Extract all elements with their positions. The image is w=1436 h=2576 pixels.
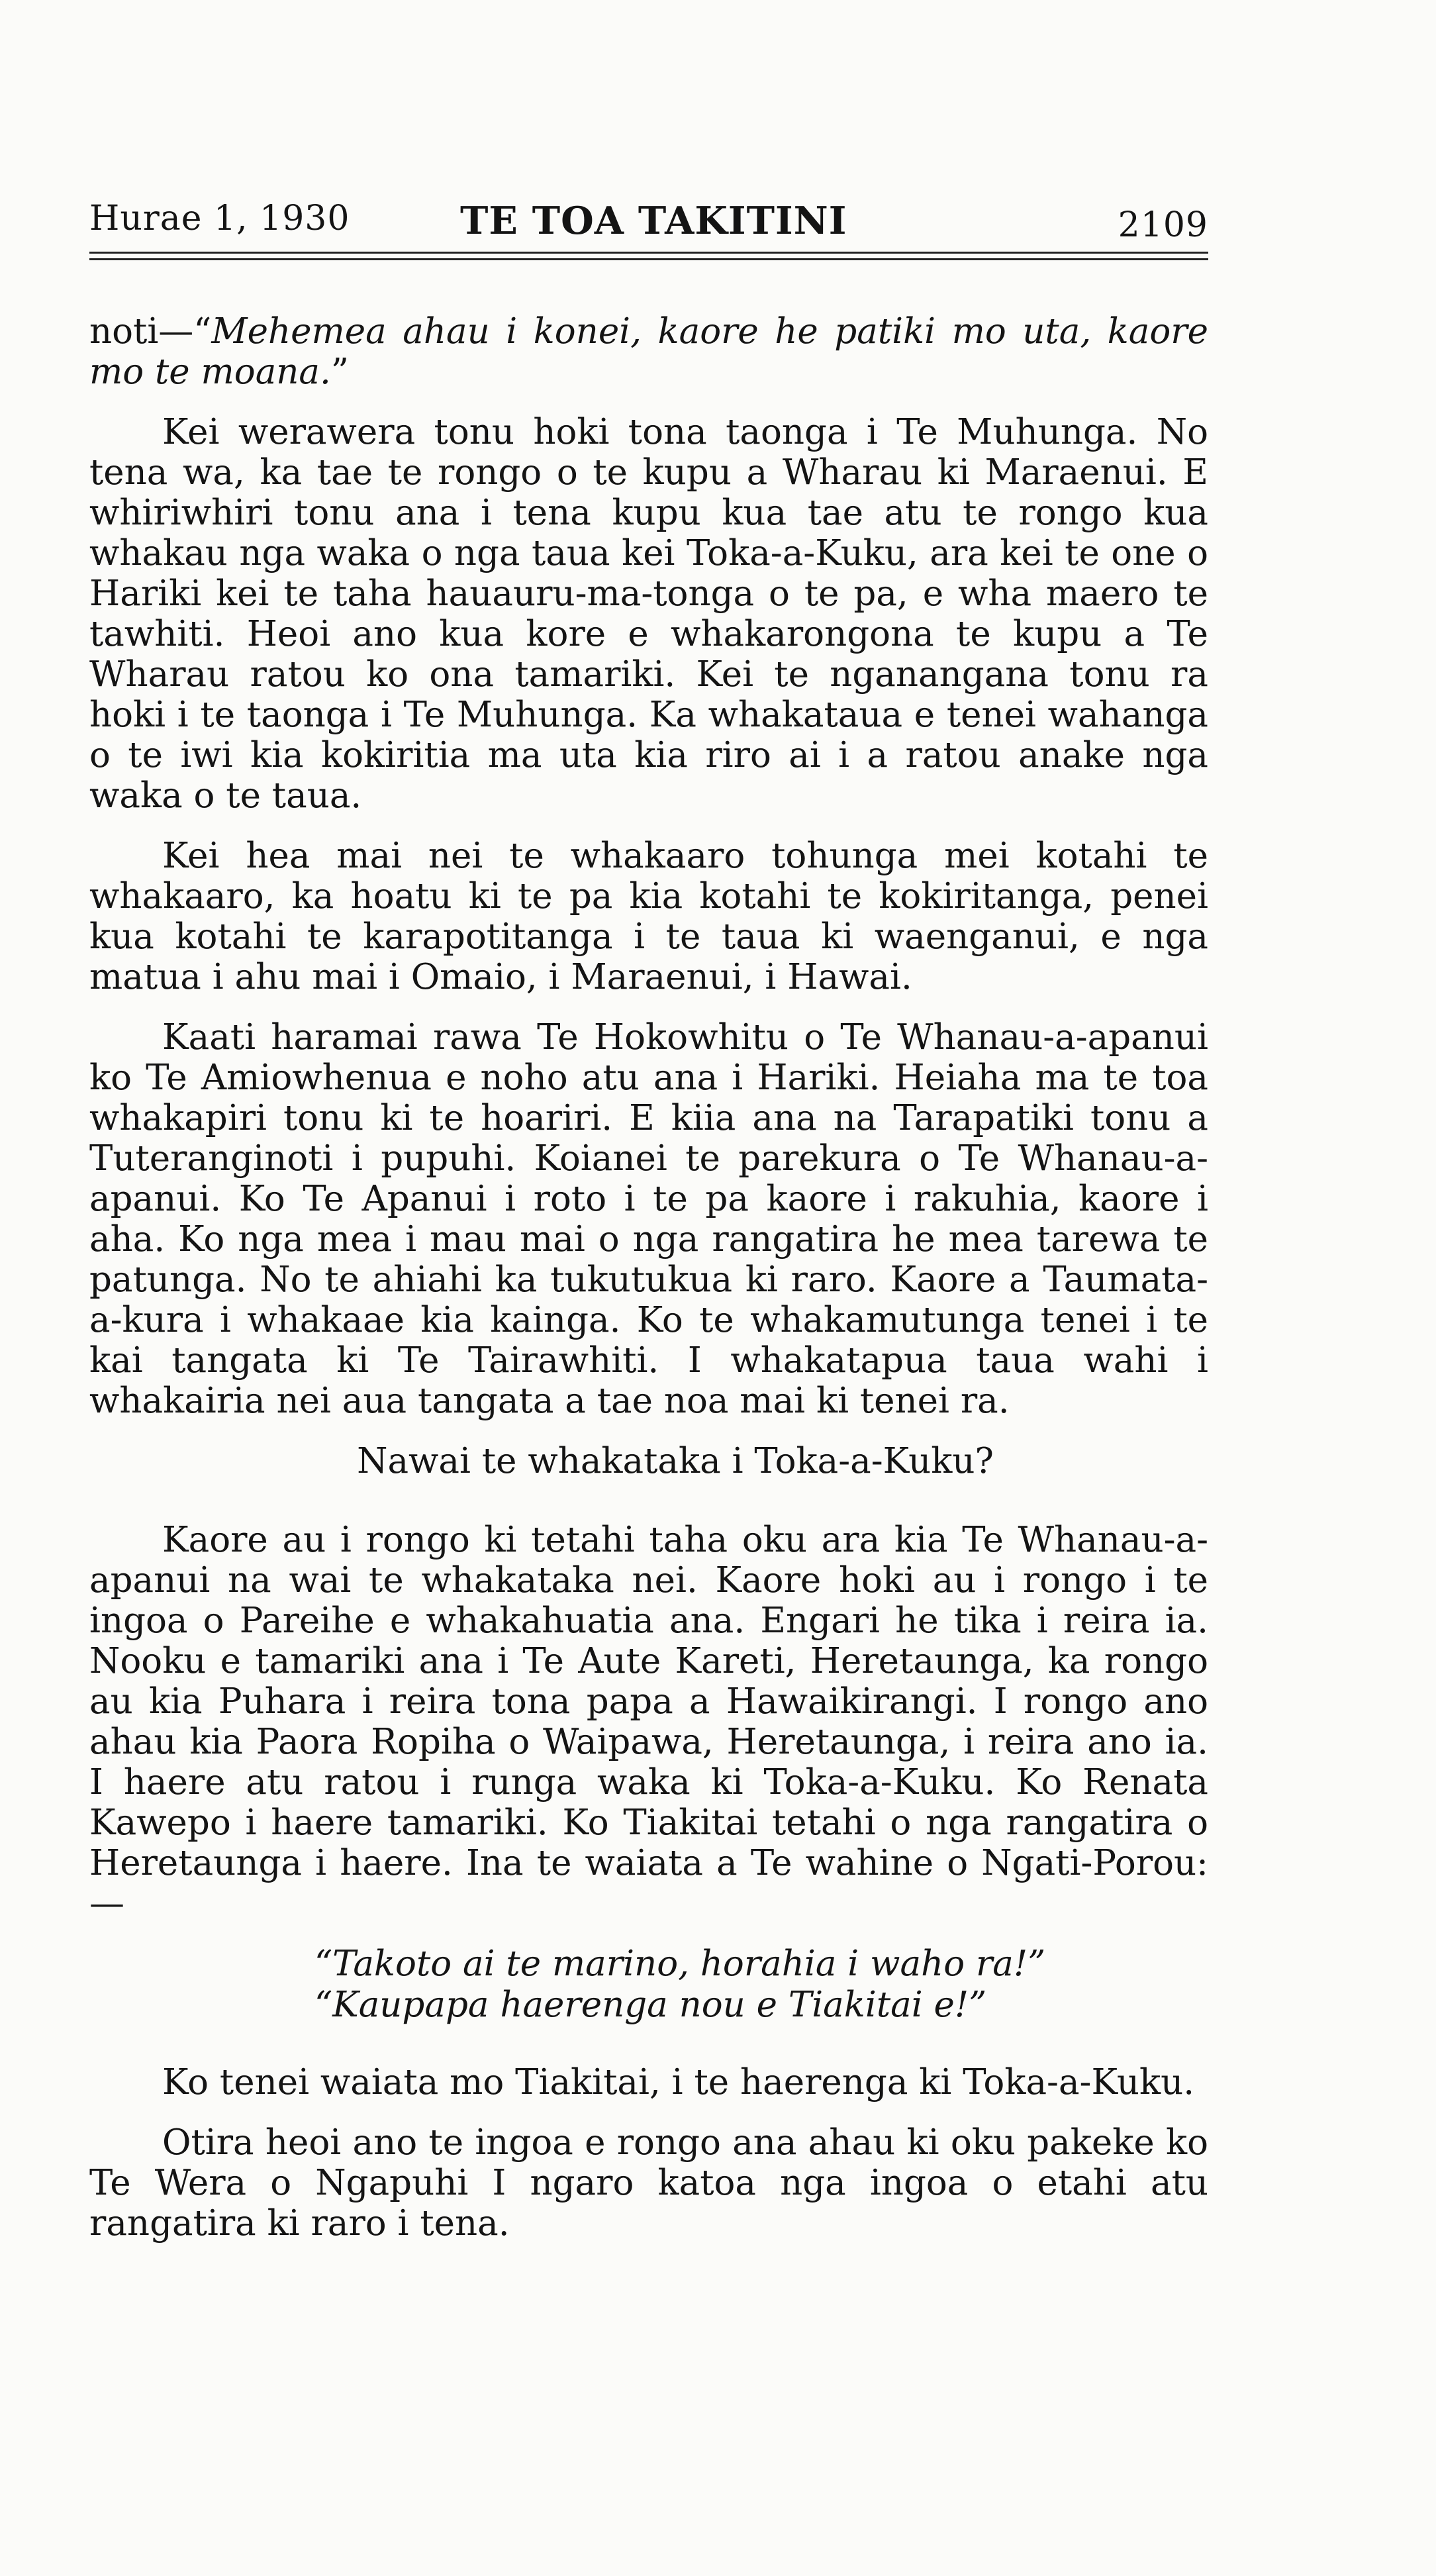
- header-rule-bottom: [89, 258, 1208, 260]
- verse-line: “Kaupapa haerenga nou e Tiakitai e!”: [314, 1985, 987, 2025]
- page-number: 2109: [1118, 205, 1208, 245]
- verse-line: “Takoto ai te marino, horahia i waho ra!”: [314, 1944, 1046, 1984]
- header-date: Hurae 1, 1930: [89, 199, 350, 238]
- paragraph: Kaore au i rongo ki tetahi taha oku ara kia Te Whanau-a-apanui na wai te whakataka nei. Kaore hoki au i rongo i te ingoa o Pareihe e whakahuatia ana. Engari he tika i reira ia. Nooku e tamariki ana i Te Aute Kareti, Heretaunga, ka rongo au kia Puhara i reira tona papa a Hawaikirangi. I rongo ano ahau kia Paora Ropiha o Waipawa, Heretaunga, i reira ano ia. I haere atu ratou i runga waka ki Toka-a-Kuku. Ko Renata Kawepo i haere tamariki. Ko Tiakitai tetahi o nga rangatira o Heretaunga i haere. Ina te waiata a Te wahine o Ngati-Porou:—: [89, 1520, 1208, 1924]
- quoted-text: Mehemea ahau i konei, kaore he patiki mo uta, kaore mo te moana.: [89, 311, 1208, 392]
- paragraph: Kaati haramai rawa Te Hokowhitu o Te Whanau-a-apanui ko Te Amiowhenua e noho atu ana i Hariki. Heiaha ma te toa whakapiri tonu ki te hoariri. E kiia ana na Tarapatiki tonu a Tuteranginoti i pupuhi. Koianei te parekura o Te Whanau-a-apanui. Ko Te Apanui i roto i te pa kaore i rakuhia, kaore i aha. Ko nga mea i mau mai o nga rangatira he mea tarewa te patunga. No te ahiahi ka tukutukua ki raro. Kaore a Taumata-a-kura i whakaae kia kainga. Ko te whakamutunga tenei i te kai tangata ki Te Tairawhiti. I whakatapua taua wahi i whakairia nei aua tangata a tae noa mai ki tenei ra.: [89, 1017, 1208, 1421]
- paragraph-quote: [89, 311, 1208, 392]
- song-verse: [89, 1944, 1208, 2026]
- paragraph: Otira heoi ano te ingoa e rongo ana ahau ki oku pakeke ko Te Wera o Ngapuhi I ngaro katoa nga ingoa o etahi atu rangatira ki raro i tena.: [89, 2122, 1208, 2244]
- paragraph: Kei hea mai nei te whakaaro tohunga mei kotahi te whakaaro, ka hoatu ki te pa kia kotahi te kokiritanga, penei kua kotahi te karapotitanga i te taua ki waenganui, e nga matua i ahu mai i Omaio, i Maraenui, i Hawai.: [89, 836, 1208, 997]
- quote-suffix: ”: [330, 352, 349, 392]
- paragraph: Kei werawera tonu hoki tona taonga i Te Muhunga. No tena wa, ka tae te rongo o te kupu a Wharau ki Maraenui. E whiriwhiri tonu ana i tena kupu kua tae atu te rongo kua whakau nga waka o nga taua kei Toka-a-Kuku, ara kei te one o Hariki kei te taha hauauru-ma-tonga o te pa, e wha maero te tawhiti. Heoi ano kua kore e whakarongona te kupu a Te Wharau ratou ko ona tamariki. Kei te nganangana tonu ra hoki i te taonga i Te Muhunga. Ka whakataua e tenei wahanga o te iwi kia kokiritia ma uta kia riro ai i a ratou anake nga waka o te taua.: [89, 412, 1208, 816]
- running-header: [89, 199, 1208, 265]
- body-text: [89, 311, 1208, 2263]
- publication-title: TE TOA TAKITINI: [460, 199, 847, 243]
- paragraph: Ko tenei waiata mo Tiakitai, i te haerenga ki Toka-a-Kuku.: [162, 2062, 1195, 2103]
- quote-prefix: noti—“: [89, 311, 212, 352]
- section-heading: Nawai te whakataka i Toka-a-Kuku?: [357, 1441, 994, 1481]
- header-rule-top: [89, 252, 1208, 254]
